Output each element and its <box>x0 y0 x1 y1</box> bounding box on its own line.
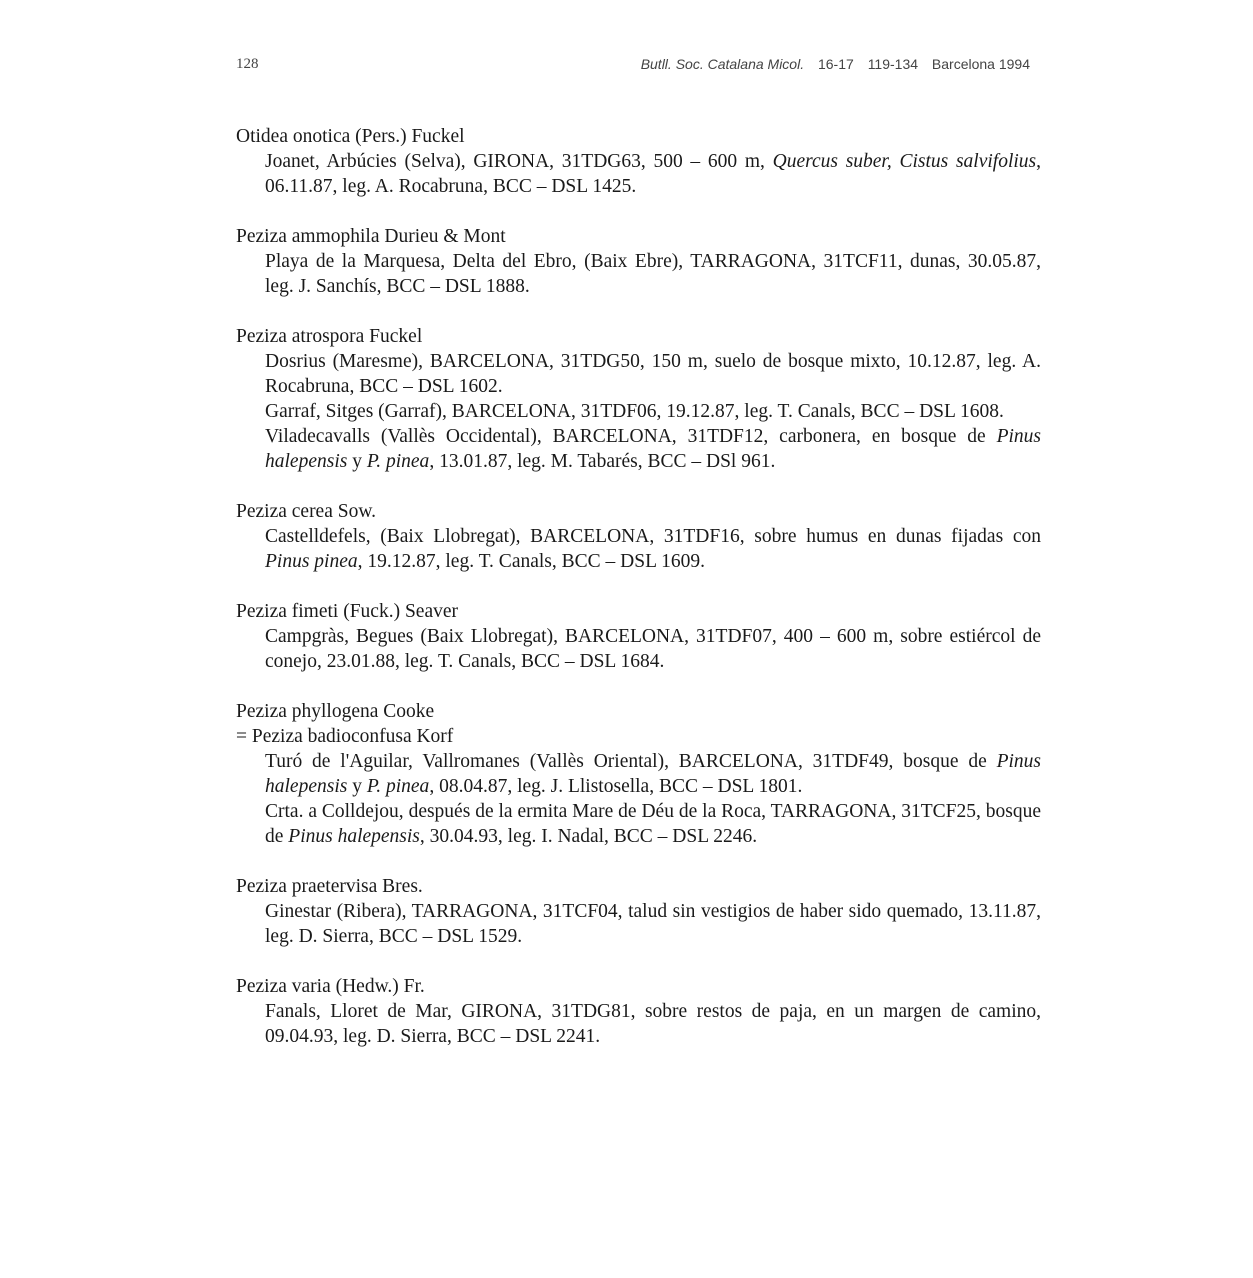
species-name: Peziza fimeti (Fuck.) Seaver <box>236 601 458 622</box>
species-name: Peziza ammophila Durieu & Mont <box>236 226 506 247</box>
collection-record: Playa de la Marquesa, Delta del Ebro, (Baix Ebre), TARRAGONA, 31TCF11, dunas, 30.05.87, leg. J. Sanchís, BCC – DSL 1888. <box>265 251 1041 297</box>
species-list <box>236 124 1041 1074</box>
collection-record: Viladecavalls (Vallès Occidental), BARCELONA, 31TDF12, carbonera, en bosque de Pinus halepensis y P. pinea, 13.01.87, leg. M. Tabarés, BCC – DSl 961. <box>265 426 1041 472</box>
journal-pages: 119-134 <box>867 56 919 72</box>
collection-record: Dosrius (Maresme), BARCELONA, 31TDG50, 150 m, suelo de bosque mixto, 10.12.87, leg. A. Rocabruna, BCC – DSL 1602. <box>265 351 1041 397</box>
species-name: Peziza phyllogena Cooke <box>236 701 435 722</box>
species-name: Otidea onotica (Pers.) Fuckel <box>236 126 465 147</box>
taxon-italic: Pinus halepensis <box>265 751 1041 797</box>
species-entry <box>236 974 1041 1049</box>
taxon-italic: Quercus suber, Cistus salvifolius <box>772 151 1037 172</box>
running-header <box>236 56 1030 80</box>
species-name: Peziza praetervisa Bres. <box>236 876 423 897</box>
page-number: 128 <box>236 56 259 72</box>
taxon-italic: P. pinea <box>366 776 430 797</box>
species-entry <box>236 874 1041 949</box>
taxon-italic: Pinus halepensis <box>265 426 1041 472</box>
collection-record: Joanet, Arbúcies (Selva), GIRONA, 31TDG63, 500 – 600 m, Quercus suber, Cistus salvifolius, 06.11.87, leg. A. Rocabruna, BCC – DSL 1425. <box>265 151 1041 197</box>
species-entry <box>236 499 1041 574</box>
journal-volume: 16-17 <box>817 56 854 72</box>
collection-record: Crta. a Colldejou, después de la ermita Mare de Déu de la Roca, TARRAGONA, 31TCF25, bosque de Pinus halepensis, 30.04.93, leg. I. Nadal, BCC – DSL 2246. <box>265 801 1041 847</box>
species-synonym: = Peziza badioconfusa Korf <box>236 726 454 747</box>
species-entry <box>236 224 1041 299</box>
collection-record: Fanals, Lloret de Mar, GIRONA, 31TDG81, sobre restos de paja, en un margen de camino, 09.04.93, leg. D. Sierra, BCC – DSL 2241. <box>265 1001 1041 1047</box>
collection-record: Ginestar (Ribera), TARRAGONA, 31TCF04, talud sin vestigios de haber sido quemado, 13.11.87, leg. D. Sierra, BCC – DSL 1529. <box>265 901 1041 947</box>
species-name: Peziza atrospora Fuckel <box>236 326 423 347</box>
collection-record: Garraf, Sitges (Garraf), BARCELONA, 31TDF06, 19.12.87, leg. T. Canals, BCC – DSL 1608. <box>265 401 1004 422</box>
collection-record: Campgràs, Begues (Baix Llobregat), BARCELONA, 31TDF07, 400 – 600 m, sobre estiércol de conejo, 23.01.88, leg. T. Canals, BCC – DSL 1684. <box>265 626 1041 672</box>
species-entry <box>236 599 1041 674</box>
species-entry <box>236 324 1041 474</box>
taxon-italic: P. pinea <box>366 451 430 472</box>
journal-citation <box>641 56 1030 72</box>
journal-name: Butll. Soc. Catalana Micol. <box>640 56 805 72</box>
species-name: Peziza cerea Sow. <box>236 501 377 522</box>
journal-place-year: Barcelona 1994 <box>931 56 1030 72</box>
taxon-italic: Pinus pinea <box>265 551 358 572</box>
taxon-italic: Pinus halepensis <box>288 826 420 847</box>
collection-record: Turó de l'Aguilar, Vallromanes (Vallès Oriental), BARCELONA, 31TDF49, bosque de Pinus halepensis y P. pinea, 08.04.87, leg. J. Llistosella, BCC – DSL 1801. <box>265 751 1041 797</box>
species-name: Peziza varia (Hedw.) Fr. <box>236 976 425 997</box>
species-entry <box>236 699 1041 849</box>
species-entry <box>236 124 1041 199</box>
collection-record: Castelldefels, (Baix Llobregat), BARCELONA, 31TDF16, sobre humus en dunas fijadas con Pinus pinea, 19.12.87, leg. T. Canals, BCC – DSL 1609. <box>265 526 1041 572</box>
